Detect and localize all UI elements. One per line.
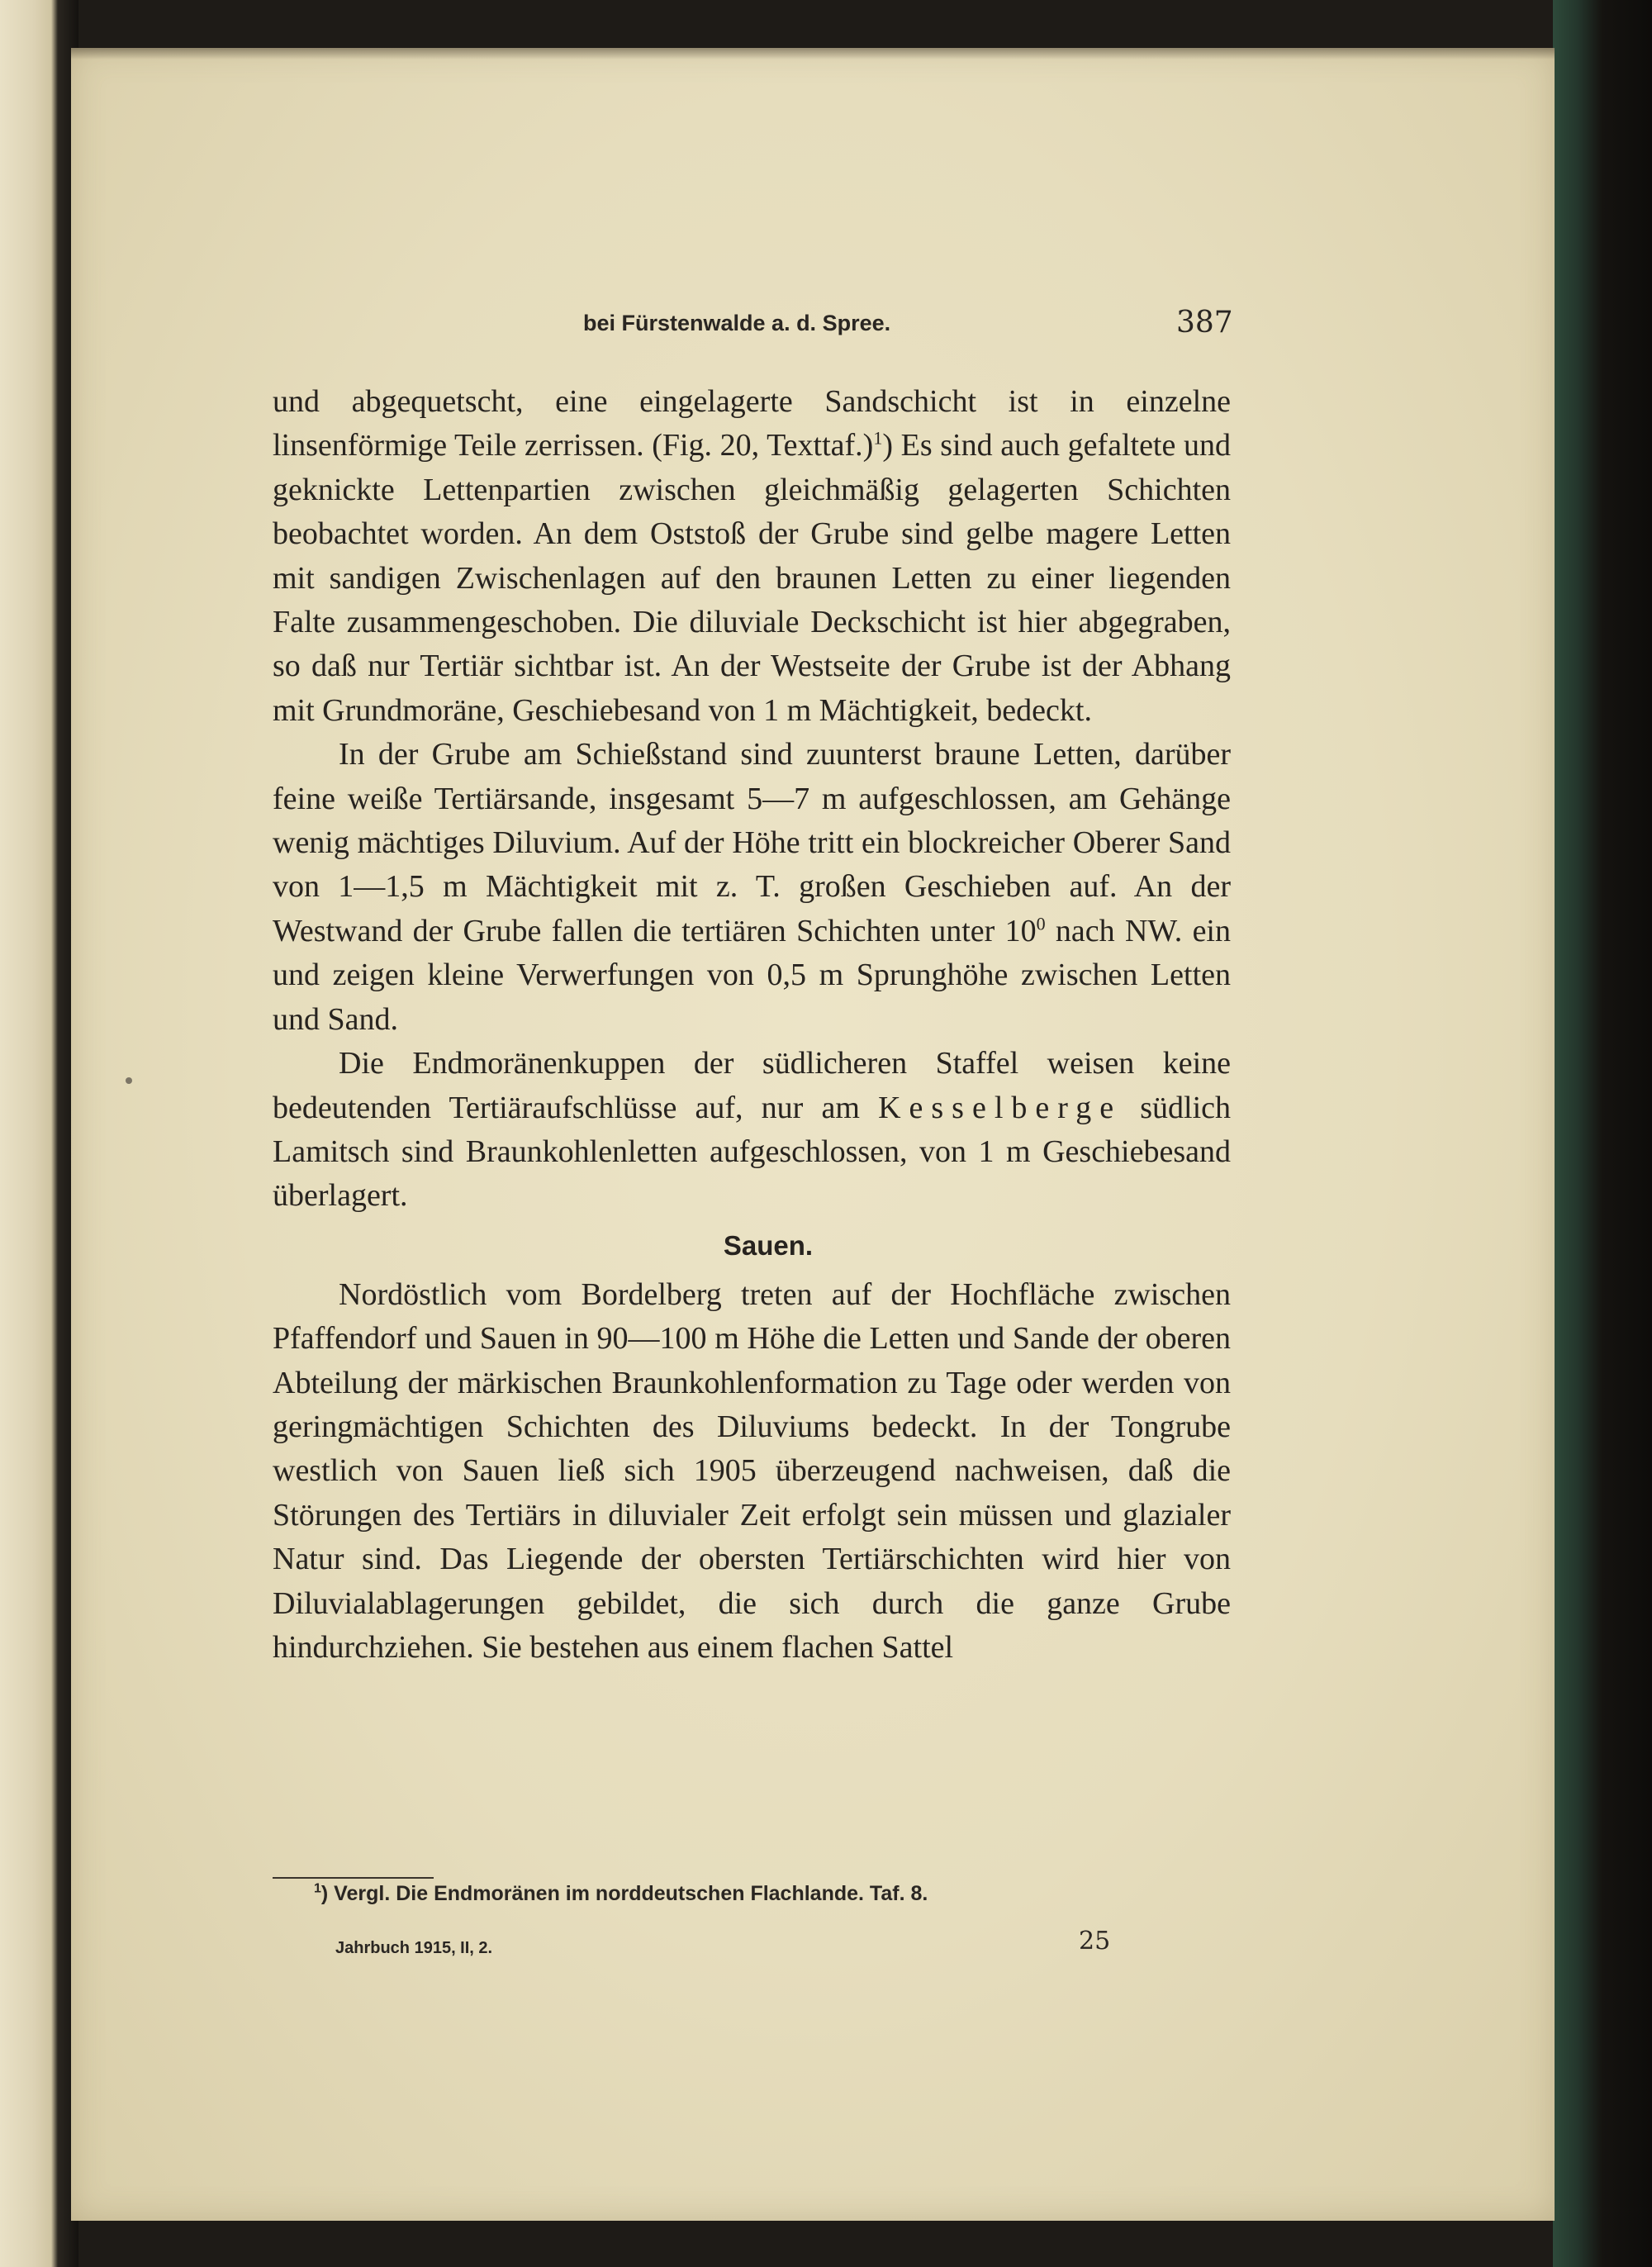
- footnote: [314, 1882, 1222, 1906]
- signature-line: Jahrbuch 1915, II, 2.: [335, 1939, 493, 1957]
- page-top-shadow: [71, 48, 1555, 59]
- text-run: In der Grube am Schießstand sind zuunterst braune Letten, darüber feine weiße Tertiärsande, insgesamt 5—7 m aufgeschlossen, am Gehänge wenig mächtiges Diluvium. Auf der Höhe tritt ein blockreicher Oberer Sand von 1—1,5 m Mächtigkeit mit z. T. großen Geschieben auf. An der Westwand der Grube fallen die tertiären Schichten unter 10: [273, 737, 1231, 948]
- footnote-rule: [273, 1877, 434, 1879]
- text-run: und abgequetscht, eine eingelagerte Sandschicht ist in einzelne linsenförmige Teile zerrissen. (Fig. 20, Texttaf.): [273, 384, 1231, 463]
- main-paragraphs: [273, 380, 1231, 1219]
- text-run: südlich Lamitsch sind Braunkohlenletten aufgeschlossen, von 1 m Geschiebesand überlagert.: [273, 1090, 1231, 1214]
- text-run: nach NW. ein und zeigen kleine Verwerfungen von 0,5 m Sprunghöhe zwischen Letten und Sand.: [273, 913, 1231, 1037]
- paper-speck: [126, 1077, 132, 1084]
- running-header: [0, 306, 1652, 355]
- body-text: [273, 380, 1231, 1670]
- paragraph: [273, 380, 1231, 733]
- signature-number: 25: [1079, 1927, 1111, 1956]
- spaced-text: Kesselberge: [878, 1090, 1123, 1125]
- section-paragraphs: [273, 1273, 1231, 1671]
- running-header-title: bei Fürstenwalde a. d. Spree.: [583, 311, 891, 335]
- superscript: 1: [873, 427, 883, 449]
- text-run: Nordöstlich vom Bordelberg treten auf der Hochfläche zwischen Pfaffendorf und Sauen in 90—100 m Höhe die Letten und Sande der oberen Abteilung der märkischen Braunkohlenformation zu Tage oder werden von geringmächtigen Schichten des Diluviums bedeckt. In der Tongrube westlich von Sauen ließ sich 1905 überzeugend nachweisen, daß die Störungen des Tertiärs in diluvialer Zeit erfolgt sein müssen und glazialer Natur sind. Das Liegende der obersten Tertiärschichten wird hier von Diluvialablagerungen gebildet, die sich durch die ganze Grube hindurchziehen. Sie bestehen aus einem flachen Sattel: [273, 1276, 1231, 1665]
- paragraph: [273, 1042, 1231, 1219]
- paragraph: [273, 733, 1231, 1042]
- page-number: 387: [1176, 306, 1233, 340]
- superscript: 0: [1036, 913, 1046, 934]
- section-heading: Sauen.: [723, 1229, 814, 1261]
- paragraph: [273, 1273, 1231, 1671]
- footnote-text: ) Vergl. Die Endmoränen im norddeutschen Flachlande. Taf. 8.: [320, 1882, 928, 1905]
- footnote-marker: 1: [314, 1881, 321, 1896]
- text-run: Die Endmoränenkuppen der südlicheren Staffel weisen keine bedeutenden Tertiäraufschlüsse auf, nur am: [273, 1046, 1231, 1125]
- text-run: ) Es sind auch gefaltete und geknickte Lettenpartien zwischen gleichmäßig gelagerten Schichten beobachtet worden. An dem Oststoß der Grube sind gelbe magere Letten mit sandigen Zwischenlagen auf den braunen Letten zu einer liegenden Falte zusammengeschoben. Die diluviale Deckschicht ist hier abgegraben, so daß nur Tertiär sichtbar ist. An der Westseite der Grube ist der Abhang mit Grundmoräne, Geschiebesand von 1 m Mächtigkeit, bedeckt.: [273, 428, 1231, 728]
